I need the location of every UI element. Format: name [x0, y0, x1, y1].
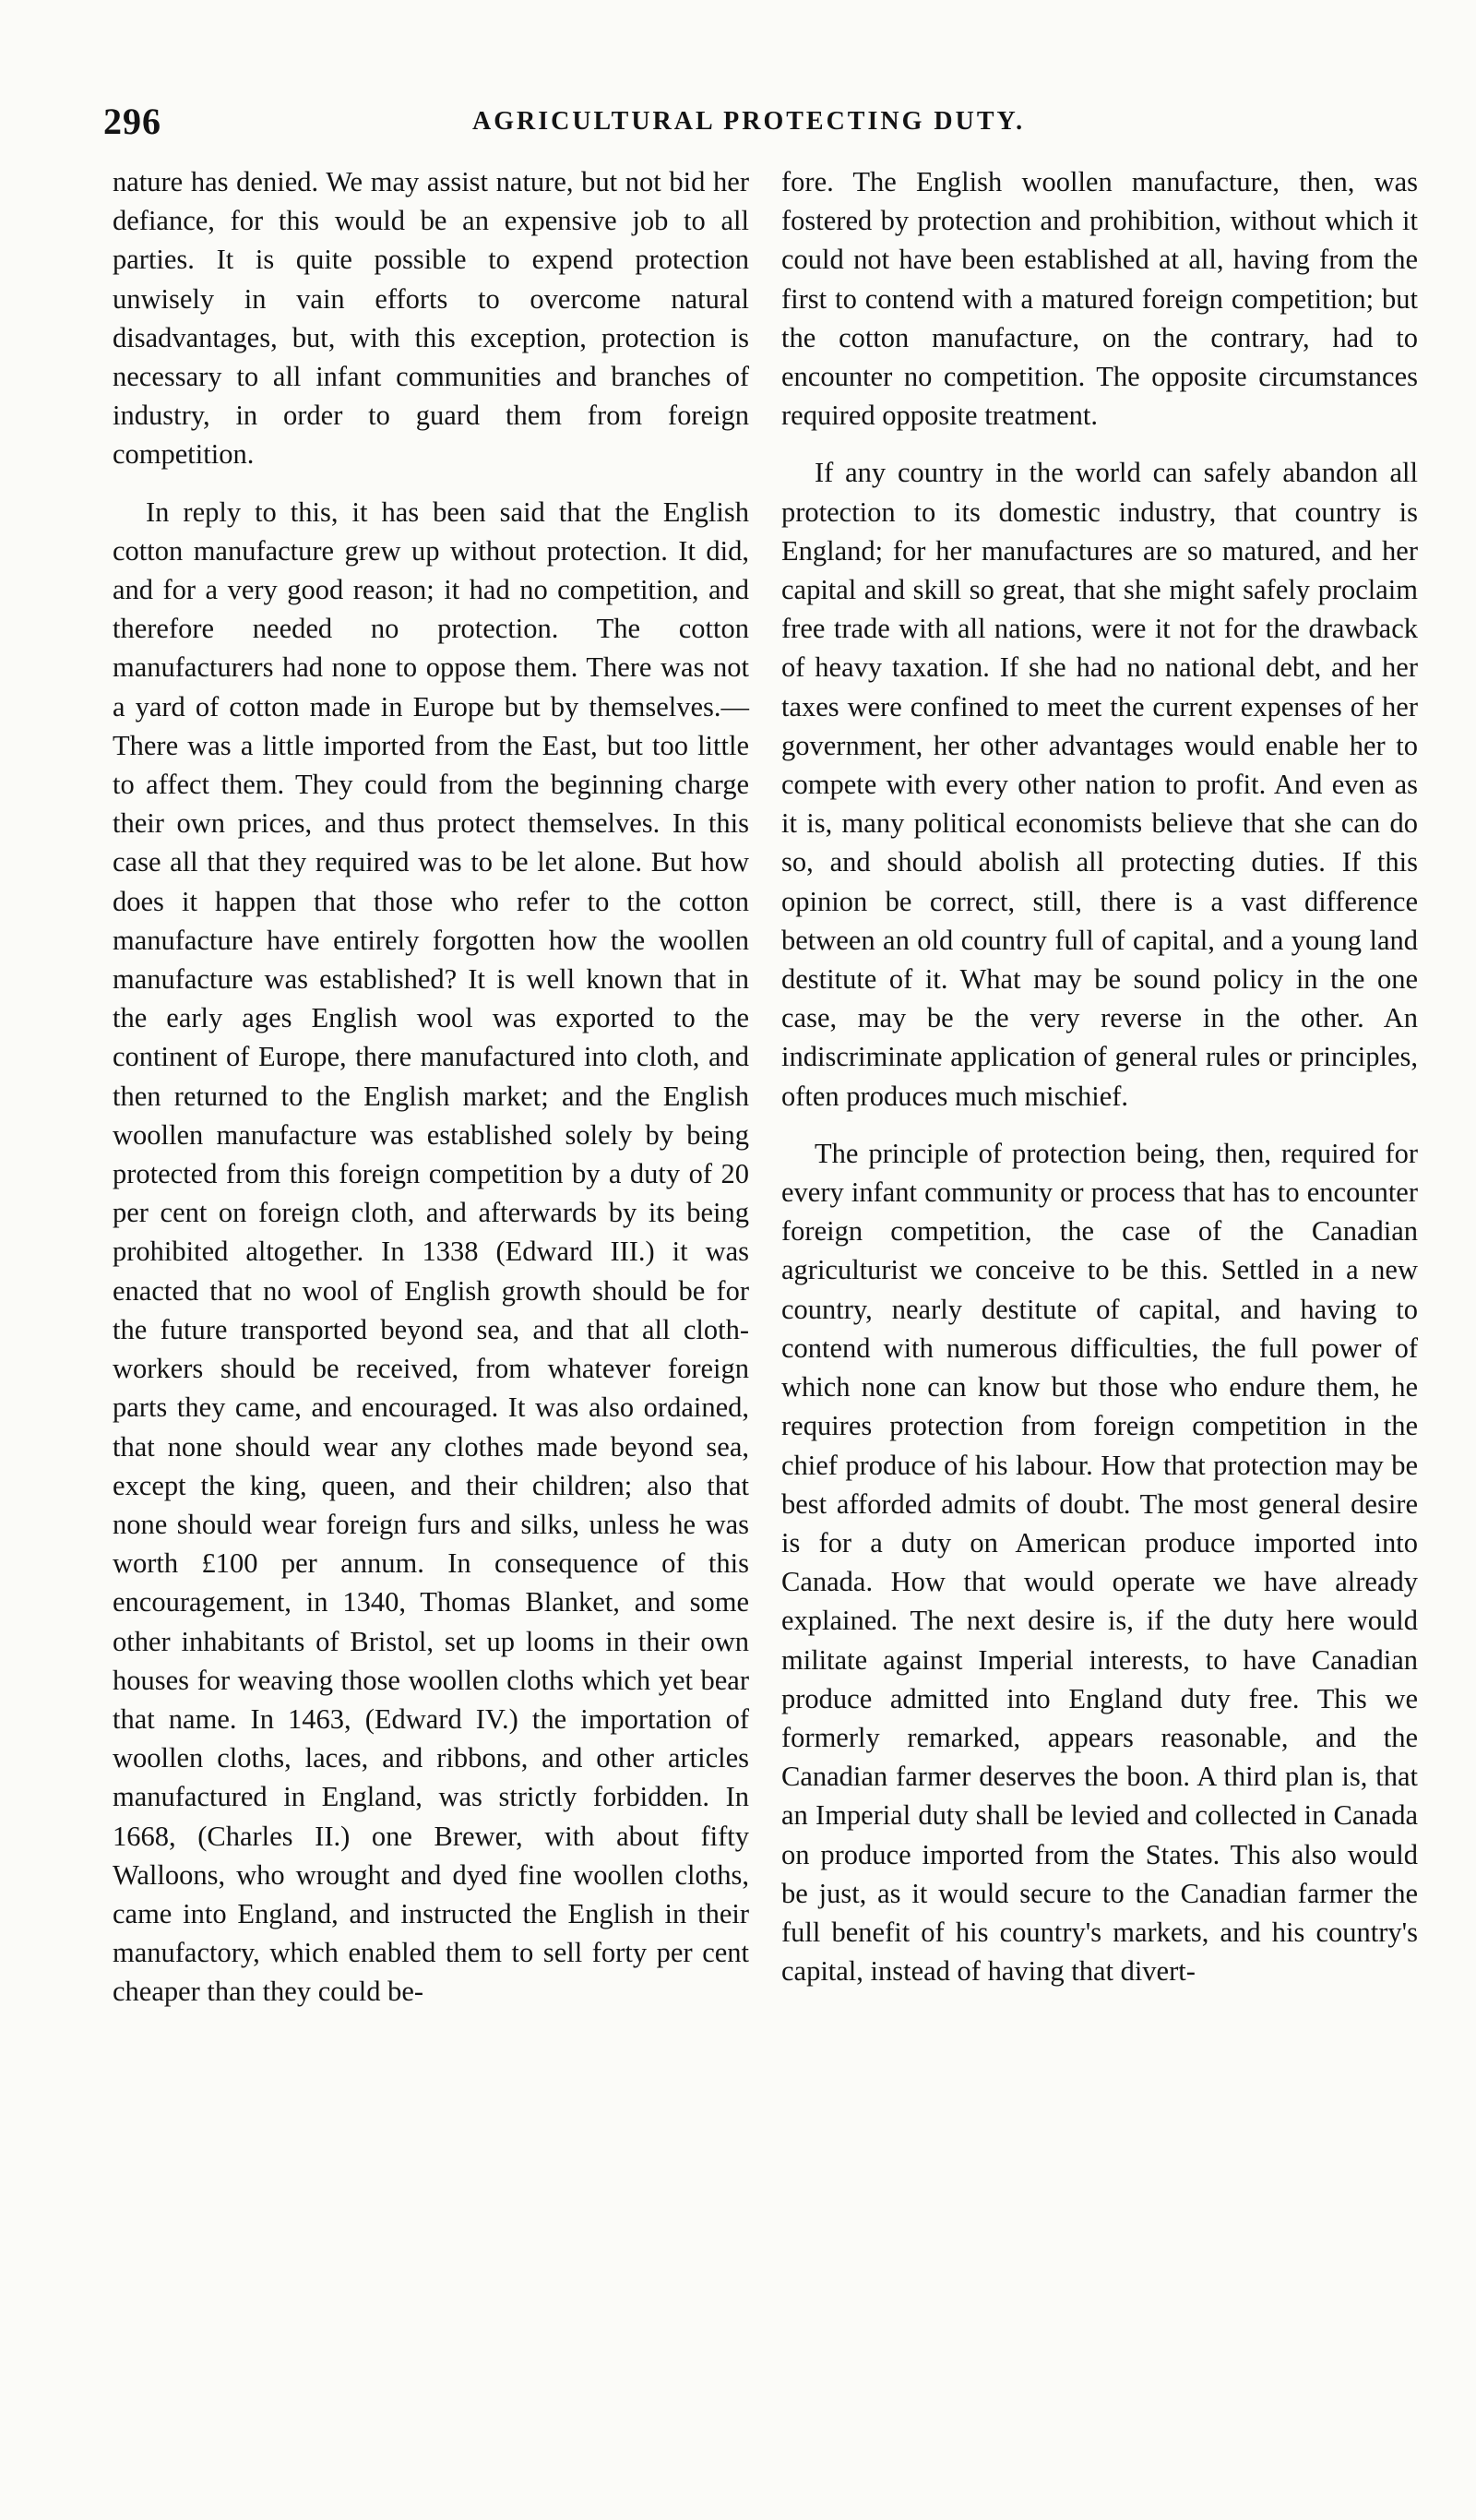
page-number: 296 [103, 101, 161, 142]
paragraph: nature has denied. We may assist nature, but not bid her defiance, for this would be an expensive job to all parties. It is quite possible to expend protection unwisely in vain efforts to overcome natural disadvantages, but, with this exception, protection is necessary to all infant communities and branches of industry, in order to guard them from foreign competition. [113, 166, 749, 471]
paragraph: In reply to this, it has been said that the English cotton manufacture grew up without protection. It did, and for a very good reason; it had no competition, and therefore needed no protection. The cotton manufacturers had none to oppose them. There was not a yard of cotton made in Europe but by themselves.— There was a little imported from the East, but too little to affect them. They could from the beginning charge their own prices, and thus protect themselves. In this case all that they required was to be let alone. But how does it happen that those who refer to the cotton manufacture have entirely forgotten how the woollen manufacture was established? It is well known that in the early ages English wool was exported to the continent of Europe, there manufactured into cloth, and then returned to the English market; and the English woollen manufacture was established solely by being protected from this foreign competition by a duty of 20 per cent on foreign cloth, and afterwards by its being prohibited altogether. In 1338 (Edward III.) it was enacted that no wool of English growth should be for the future transported beyond sea, and that all cloth-workers should be received, from whatever foreign parts they came, and encouraged. It was also ordained, that none should wear any clothes made beyond sea, except the king, queen, and their children; also that none should wear foreign furs and silks, unless he was worth £100 per annum. In consequence of this encouragement, in 1340, Thomas Blanket, and some other inhabitants of Bristol, set up looms in their own houses for weaving those woollen cloths which yet bear that name. In 1463, (Edward IV.) the importation of woollen cloths, laces, and ribbons, and other articles manufactured in England, was strictly forbidden. In 1668, (Charles II.) one Brewer, with about fifty Walloons, who wrought and dyed fine woollen cloths, came into England, and instructed the English in their manufactory, which enabled them to sell forty per cent cheaper than they could be- [113, 496, 749, 2008]
paragraph: The principle of protection being, then, required for every infant community or process that has to encounter foreign competition, the case of the Canadian agriculturist we conceive to be this. Settled in a new country, nearly destitute of capital, and having to contend with numerous difficulties, the full power of which none can know but those who endure them, he requires protection from foreign competition in the chief produce of his labour. How that protection may be best afforded admits of doubt. The most general desire is for a duty on American produce imported into Canada. How that would operate we have already explained. The next desire is, if the duty here would militate against Imperial interests, to have Canadian produce admitted into England duty free. This we formerly remarked, appears reasonable, and the Canadian farmer deserves the boon. A third plan is, that an Imperial duty shall be levied and collected in Canada on produce imported from the States. This also would be just, as it would secure to the Canadian farmer the full benefit of his country's markets, and his country's capital, instead of having that divert- [781, 1137, 1418, 1988]
left-column [113, 162, 749, 2030]
paragraph: fore. The English woollen manufacture, then, was fostered by protection and prohibition, without which it could not have been established at all, having from the first to contend with a matured foreign competition; but the cotton manufacture, on the contrary, had to encounter no competition. The opposite circumstances required opposite treatment. [781, 166, 1418, 432]
running-head: AGRICULTURAL PROTECTING DUTY. [472, 107, 1026, 136]
paragraph: If any country in the world can safely abandon all protection to its domestic industry, that country is England; for her manufactures are so matured, and her capital and skill so great, that she might safely proclaim free trade with all nations, were it not for the drawback of heavy taxation. If she had no national debt, and her taxes were confined to meet the current expenses of her government, her other advantages would enable her to compete with every other nation to profit. And even as it is, many political economists believe that she can do so, and should abolish all protecting duties. If this opinion be correct, still, there is a vast difference between an old country full of capital, and a young land destitute of it. What may be sound policy in the one case, may be the very reverse in the other. An indiscriminate application of general rules or principles, often produces much mischief. [781, 457, 1418, 1112]
page-header [103, 100, 1422, 144]
right-column [781, 162, 1418, 2009]
